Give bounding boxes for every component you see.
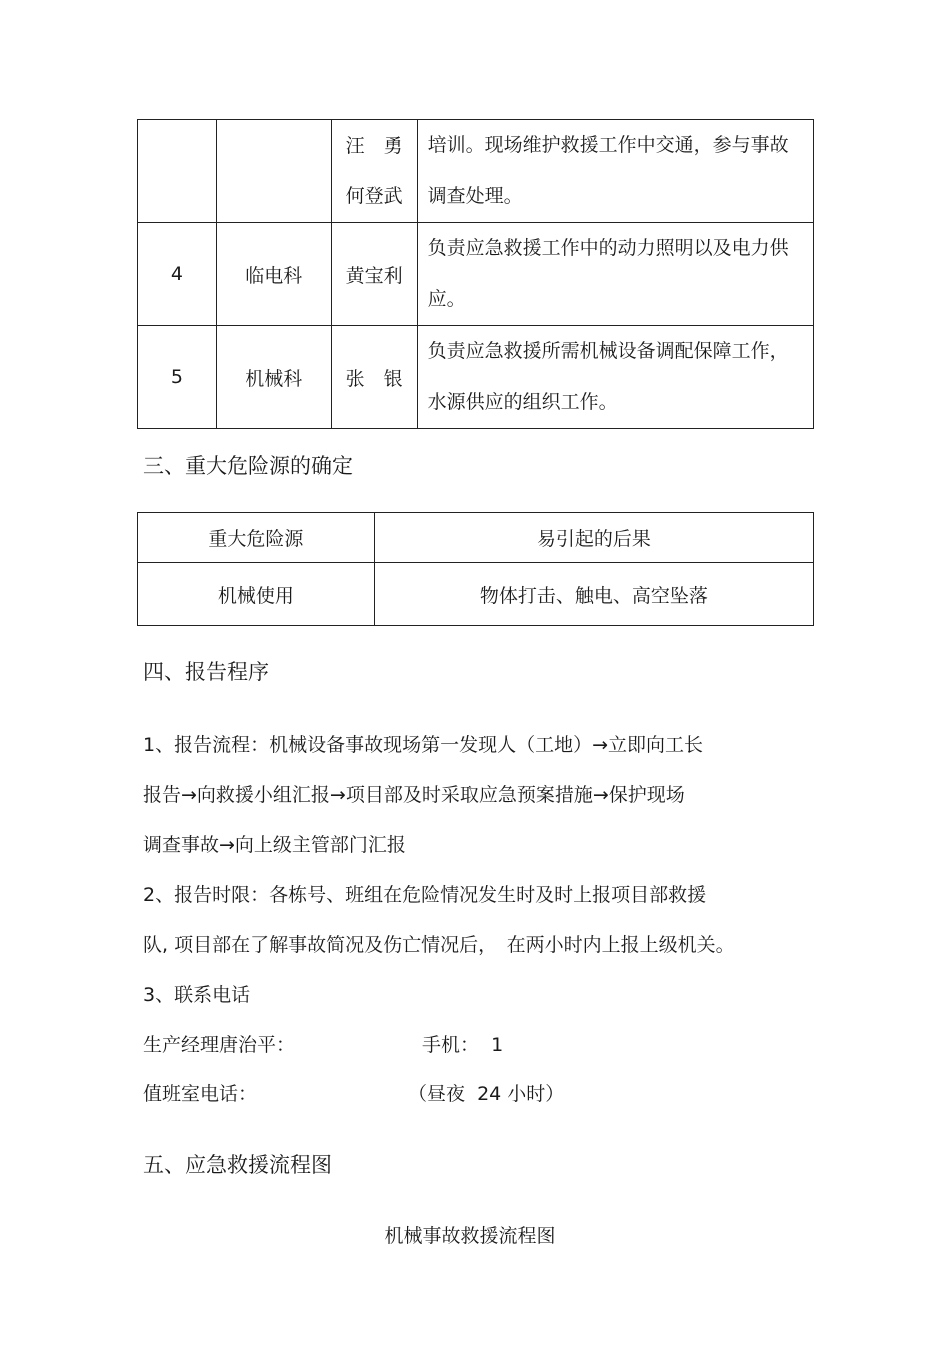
- contact-value: （昼夜 24 小时）: [408, 1083, 565, 1105]
- table-row: [138, 326, 814, 429]
- row-number: 4: [138, 223, 217, 326]
- hazard-consequence: 物体打击、触电、高空坠落: [374, 563, 813, 626]
- table-row: [138, 120, 814, 223]
- contact-label: 生产经理唐治平：: [143, 1034, 296, 1056]
- person-name: 张 银: [331, 326, 417, 429]
- section-heading: 三、重大危险源的确定: [143, 454, 353, 478]
- duty-text: 负责应急救援工作中的动力照明以及电力供应。: [417, 223, 813, 326]
- contact-label: 值班室电话：: [143, 1083, 258, 1105]
- figure-caption: 机械事故救援流程图: [384, 1225, 556, 1247]
- column-header: 重大危险源: [138, 513, 375, 563]
- paragraph-line: 2、报告时限：各栋号、班组在危险情况发生时及时上报项目部救援: [143, 884, 707, 906]
- department: [216, 120, 331, 223]
- hazard-source: 机械使用: [138, 563, 375, 626]
- department: 临电科: [216, 223, 331, 326]
- paragraph-line: 队, 项目部在了解事故简况及伤亡情况后， 在两小时内上报上级机关。: [143, 934, 735, 956]
- section-heading: 四、报告程序: [143, 660, 269, 684]
- person-name: 何登武: [345, 185, 403, 207]
- person-cell: [331, 120, 417, 223]
- table-row: [138, 223, 814, 326]
- person-name: 黄宝利: [331, 223, 417, 326]
- contact-value: 手机： 1: [422, 1034, 504, 1056]
- column-header: 易引起的后果: [374, 513, 813, 563]
- table-row: [138, 563, 814, 626]
- section-heading: 五、应急救援流程图: [143, 1153, 332, 1177]
- hazard-table: [137, 512, 814, 626]
- duty-table: [137, 119, 814, 429]
- row-number: 5: [138, 326, 217, 429]
- table-header-row: [138, 513, 814, 563]
- duty-text: 培训。现场维护救援工作中交通，参与事故调查处理。: [417, 120, 813, 223]
- duty-text: 负责应急救援所需机械设备调配保障工作，水源供应的组织工作。: [417, 326, 813, 429]
- paragraph-line: 调查事故→向上级主管部门汇报: [143, 834, 406, 856]
- department: 机械科: [216, 326, 331, 429]
- paragraph-line: 3、联系电话: [143, 984, 251, 1006]
- paragraph-line: 1、报告流程：机械设备事故现场第一发现人（工地）→立即向工长: [143, 734, 704, 756]
- paragraph-line: 报告→向救援小组汇报→项目部及时采取应急预案措施→保护现场: [143, 784, 685, 806]
- row-number: [138, 120, 217, 223]
- person-name: 汪 勇: [345, 135, 403, 157]
